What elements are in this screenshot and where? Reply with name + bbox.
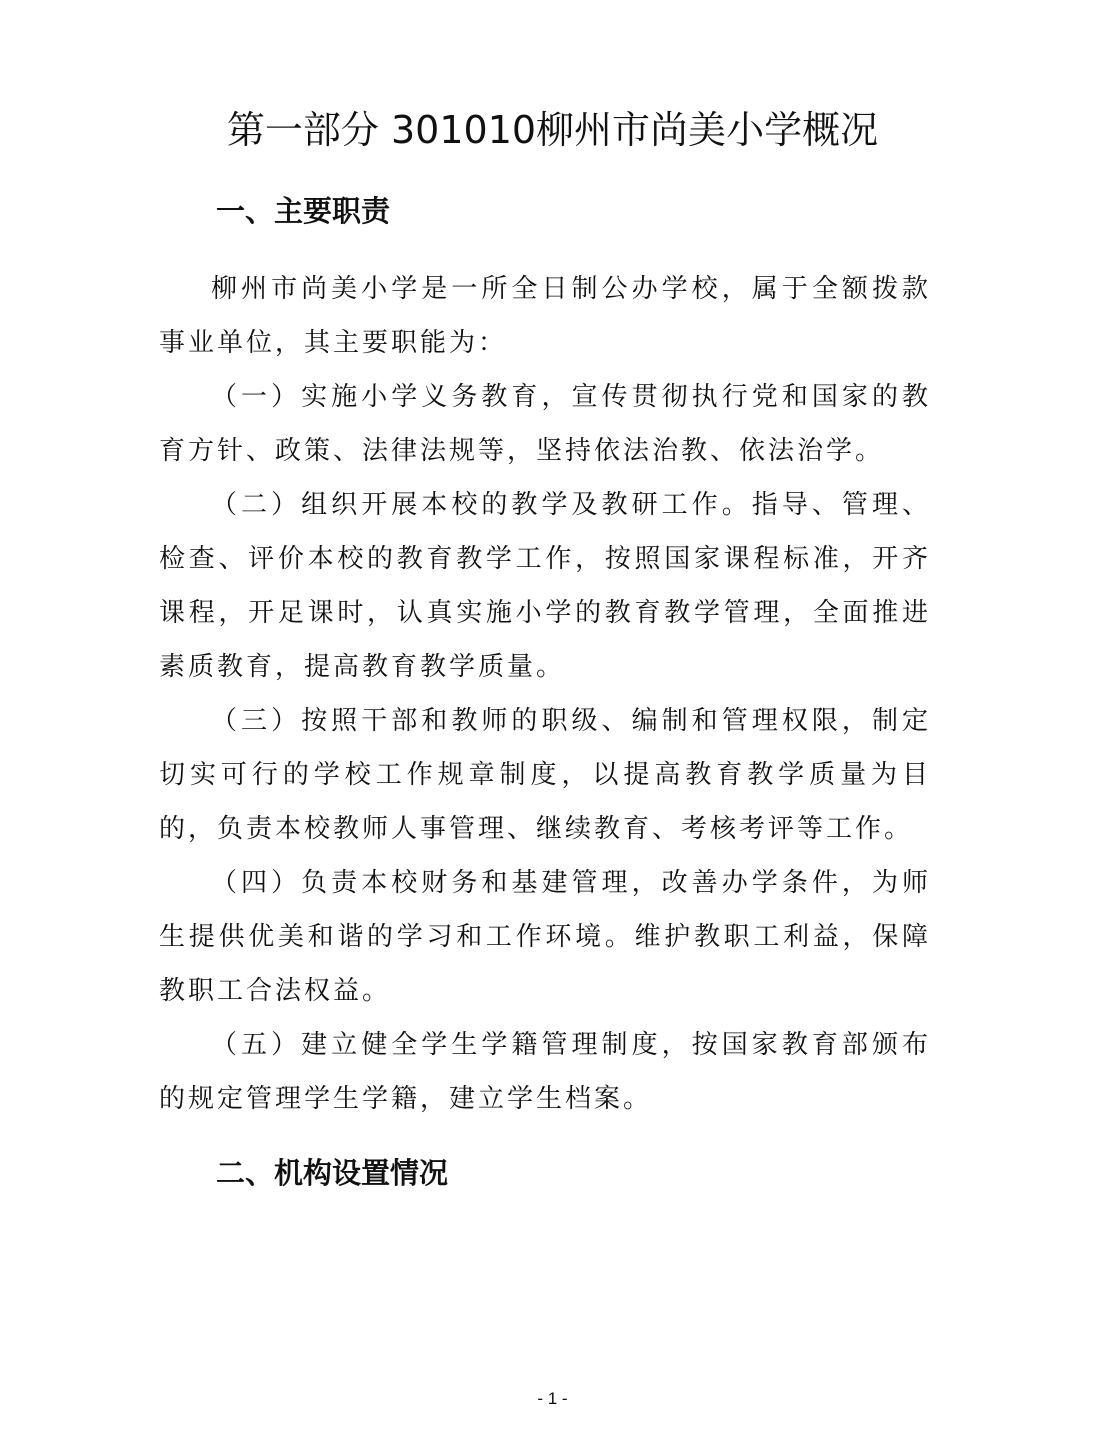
document-title: 第一部分 301010柳州市尚美小学概况 [226,108,879,152]
paragraph-duty-1: （一）实施小学义务教育，宣传贯彻执行党和国家的教育方针、政策、法律法规等，坚持依法治教、依法治学。 [159,382,931,466]
section-heading-organization: 二、机构设置情况 [216,1156,449,1190]
paragraph-duty-4: （四）负责本校财务和基建管理，改善办学条件，为师生提供优美和谐的学习和工作环境。维护教职工利益，保障教职工合法权益。 [159,868,931,1006]
section-body-main-duties [159,262,931,1126]
paragraph-duty-5: （五）建立健全学生学籍管理制度，按国家教育部颁布的规定管理学生学籍，建立学生档案。 [159,1030,931,1114]
paragraph-duty-3: （三）按照干部和教师的职级、编制和管理权限，制定切实可行的学校工作规章制度，以提高教育教学质量为目的，负责本校教师人事管理、继续教育、考核考评等工作。 [159,706,931,844]
paragraph-duty-2: （二）组织开展本校的教学及教研工作。指导、管理、检查、评价本校的教育教学工作，按照国家课程标准，开齐课程，开足课时，认真实施小学的教育教学管理，全面推进素质教育，提高教育教学质量。 [159,490,931,682]
paragraph-intro: 柳州市尚美小学是一所全日制公办学校，属于全额拨款事业单位，其主要职能为： [159,274,931,358]
section-heading-main-duties: 一、主要职责 [216,194,391,228]
page-number: - 1 - [537,1389,568,1408]
